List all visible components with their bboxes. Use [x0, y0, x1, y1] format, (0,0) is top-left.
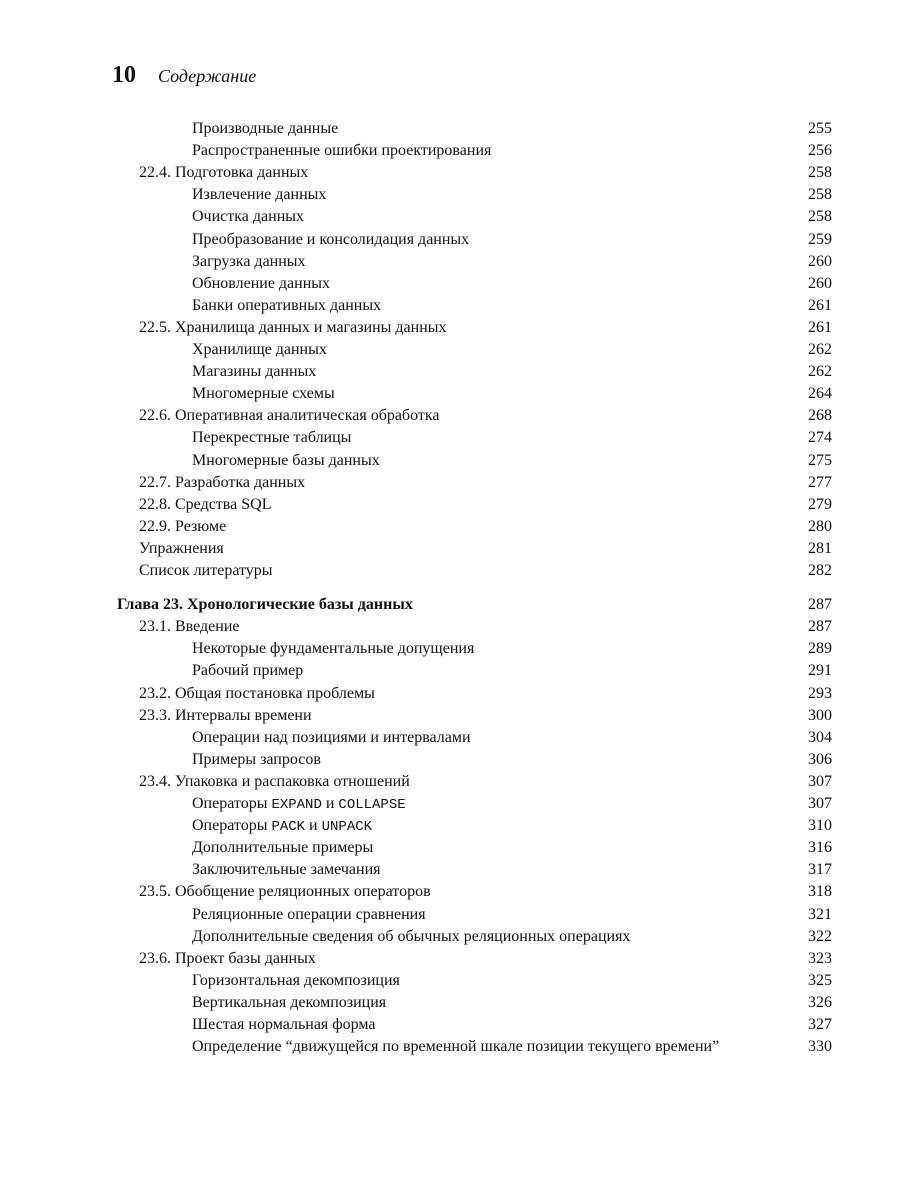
toc-entry-page: 293 [808, 684, 832, 702]
toc-entry-label: Заключительные замечания [192, 861, 381, 879]
toc-entry-label: Вертикальная декомпозиция [192, 993, 387, 1011]
toc-entry-page: 261 [808, 296, 832, 314]
toc-entry-page: 268 [808, 407, 832, 425]
toc-entry-page: 323 [808, 949, 832, 967]
toc-entry-label: Хранилище данных [192, 341, 327, 358]
toc-entry-page: 258 [808, 164, 832, 182]
toc-entry-label: 22.9. Резюме [139, 517, 227, 535]
page-title: Содержание [158, 66, 257, 86]
toc-entry-label: 22.6. Оперативная аналитическая обработка [139, 407, 440, 425]
toc-entry-label: Дополнительные сведения об обычных реляционных операциях [192, 927, 631, 945]
toc-entry-page: 255 [808, 120, 832, 137]
toc-entry-label: Обновление данных [192, 274, 331, 292]
toc-entry-page: 326 [808, 993, 832, 1011]
toc-entry-page: 325 [808, 971, 832, 989]
toc-entry-label: Упражнения [139, 539, 224, 557]
toc-entry [0, 881, 900, 903]
toc-entry-page: 274 [808, 429, 832, 447]
toc-entry [0, 793, 900, 815]
toc-entry-page: 330 [808, 1038, 832, 1056]
toc-entry-label: Загрузка данных [192, 252, 306, 270]
toc-entry-label: Операторы EXPAND и COLLAPSE [192, 795, 406, 813]
toc-entry [0, 140, 900, 162]
toc-entry-page: 259 [808, 230, 832, 248]
toc-entry-page: 261 [808, 318, 832, 336]
toc-entry-page: 258 [808, 208, 832, 226]
toc-entry [0, 992, 900, 1014]
toc-entry [0, 295, 900, 317]
toc-entry-page: 321 [808, 905, 832, 923]
toc-entry-page: 277 [808, 473, 832, 491]
toc-entry [0, 383, 900, 405]
toc-entry-page: 289 [808, 640, 832, 658]
toc-entry [0, 859, 900, 881]
toc-entry-label: Очистка данных [192, 208, 305, 226]
toc-entry-label: Операторы PACK и UNPACK [192, 817, 373, 836]
toc-entry-label: 22.5. Хранилища данных и магазины данных [139, 318, 447, 336]
toc-entry-page: 262 [808, 341, 832, 358]
toc-entry-label: Магазины данных [192, 363, 317, 381]
toc-entry-page: 316 [808, 839, 832, 857]
toc-entry-page: 304 [808, 728, 832, 746]
toc-entry [0, 229, 900, 251]
toc-entry [0, 317, 900, 339]
toc-entry-label: Многомерные базы данных [192, 451, 380, 469]
toc-entry-label: 23.2. Общая постановка проблемы [139, 684, 375, 702]
toc-entry-page: 310 [808, 817, 832, 835]
toc-entry [0, 450, 900, 472]
toc-entry-page: 275 [808, 451, 832, 469]
toc-entry-label: Определение “движущейся по временной шкале позиции текущего времени” [192, 1038, 720, 1056]
toc-entry-page: 291 [808, 662, 832, 680]
toc-entry-page: 281 [808, 539, 832, 557]
toc-entry-page: 287 [808, 618, 832, 636]
toc-entry-label: Глава 23. Хронологические базы данных [117, 596, 413, 614]
toc-entry-label: Банки оперативных данных [192, 296, 382, 314]
toc-entry [0, 472, 900, 494]
toc-entry [0, 516, 900, 538]
toc-entry-page: 264 [808, 385, 832, 403]
toc-entry [0, 339, 900, 361]
toc-entry [0, 1014, 900, 1036]
toc-entry [0, 184, 900, 206]
toc-entry-page: 327 [808, 1016, 832, 1033]
toc-entry [0, 926, 900, 948]
toc-entry [0, 162, 900, 184]
toc-entry [0, 749, 900, 771]
toc-entry [0, 705, 900, 727]
toc-entry [0, 970, 900, 992]
toc-entry-label: 22.7. Разработка данных [139, 473, 306, 491]
toc-entry [0, 683, 900, 705]
toc-entry [0, 660, 900, 682]
toc-entry-page: 307 [808, 772, 832, 790]
page-header [112, 62, 256, 92]
page-number: 10 [112, 62, 136, 88]
toc-entry [0, 727, 900, 749]
toc-entry-label: 23.4. Упаковка и распаковка отношений [139, 772, 410, 790]
toc-entry-label: 22.8. Средства SQL [139, 495, 272, 513]
toc-entry [0, 837, 900, 859]
toc-entry-page: 260 [808, 252, 832, 270]
toc-entry-page: 287 [808, 596, 832, 614]
toc-entry-label: 22.4. Подготовка данных [139, 164, 309, 182]
toc-entry-page: 280 [808, 517, 832, 535]
toc-entry-label: Распространенные ошибки проектирования [192, 142, 492, 160]
toc-entry-page: 256 [808, 142, 832, 160]
toc-entry-label: Операции над позициями и интервалами [192, 728, 471, 746]
toc-entry [0, 638, 900, 660]
toc-entry [0, 948, 900, 970]
toc-entry-label: Список литературы [139, 562, 273, 579]
toc-entry-label: Горизонтальная декомпозиция [192, 971, 400, 989]
toc-entry-page: 262 [808, 363, 832, 381]
toc-entry-page: 279 [808, 495, 832, 513]
toc-entry-page: 258 [808, 186, 832, 204]
toc-entry [0, 771, 900, 793]
toc-entry-page: 317 [808, 861, 832, 879]
toc-entry-label: Примеры запросов [192, 750, 321, 768]
toc-entry-label: Дополнительные примеры [192, 839, 374, 857]
toc-entry [0, 494, 900, 516]
toc-entry [0, 273, 900, 295]
toc-entry-page: 260 [808, 274, 832, 292]
toc-entry-label: Преобразование и консолидация данных [192, 230, 470, 248]
toc-entry-label: 23.1. Введение [139, 618, 240, 636]
toc-entry [0, 904, 900, 926]
toc-entry [0, 815, 900, 837]
toc-entry [0, 405, 900, 427]
toc-entry [0, 118, 900, 140]
toc-entry-label: Реляционные операции сравнения [192, 905, 426, 923]
toc-entry-page: 318 [808, 883, 832, 901]
toc-entry-page: 282 [808, 562, 832, 579]
toc-entry-label: Извлечение данных [192, 186, 327, 204]
toc-entry [0, 1036, 900, 1058]
toc-entry-label: 23.6. Проект базы данных [139, 949, 316, 967]
toc-entry [0, 616, 900, 638]
toc-entry-page: 322 [808, 927, 832, 945]
toc-entry-page: 307 [808, 795, 832, 812]
toc-entry-label: 23.3. Интервалы времени [139, 706, 312, 724]
toc-entry-label: Шестая нормальная форма [192, 1016, 376, 1033]
toc-entry [0, 361, 900, 383]
toc-entry [0, 206, 900, 228]
toc-entry [0, 560, 900, 582]
toc-entry-label: Перекрестные таблицы [192, 429, 352, 447]
toc-entry-label: Производные данные [192, 120, 339, 137]
toc-entry [0, 538, 900, 560]
toc-entry [0, 427, 900, 449]
toc-entry-page: 306 [808, 750, 832, 768]
toc-entry-label: Некоторые фундаментальные допущения [192, 640, 475, 658]
toc-entry-label: Многомерные схемы [192, 385, 335, 403]
toc-entry [0, 251, 900, 273]
toc-entry-label: Рабочий пример [192, 662, 304, 680]
toc-entry [0, 594, 900, 616]
toc-entry-page: 300 [808, 706, 832, 724]
toc-entry-label: 23.5. Обобщение реляционных операторов [139, 883, 431, 901]
